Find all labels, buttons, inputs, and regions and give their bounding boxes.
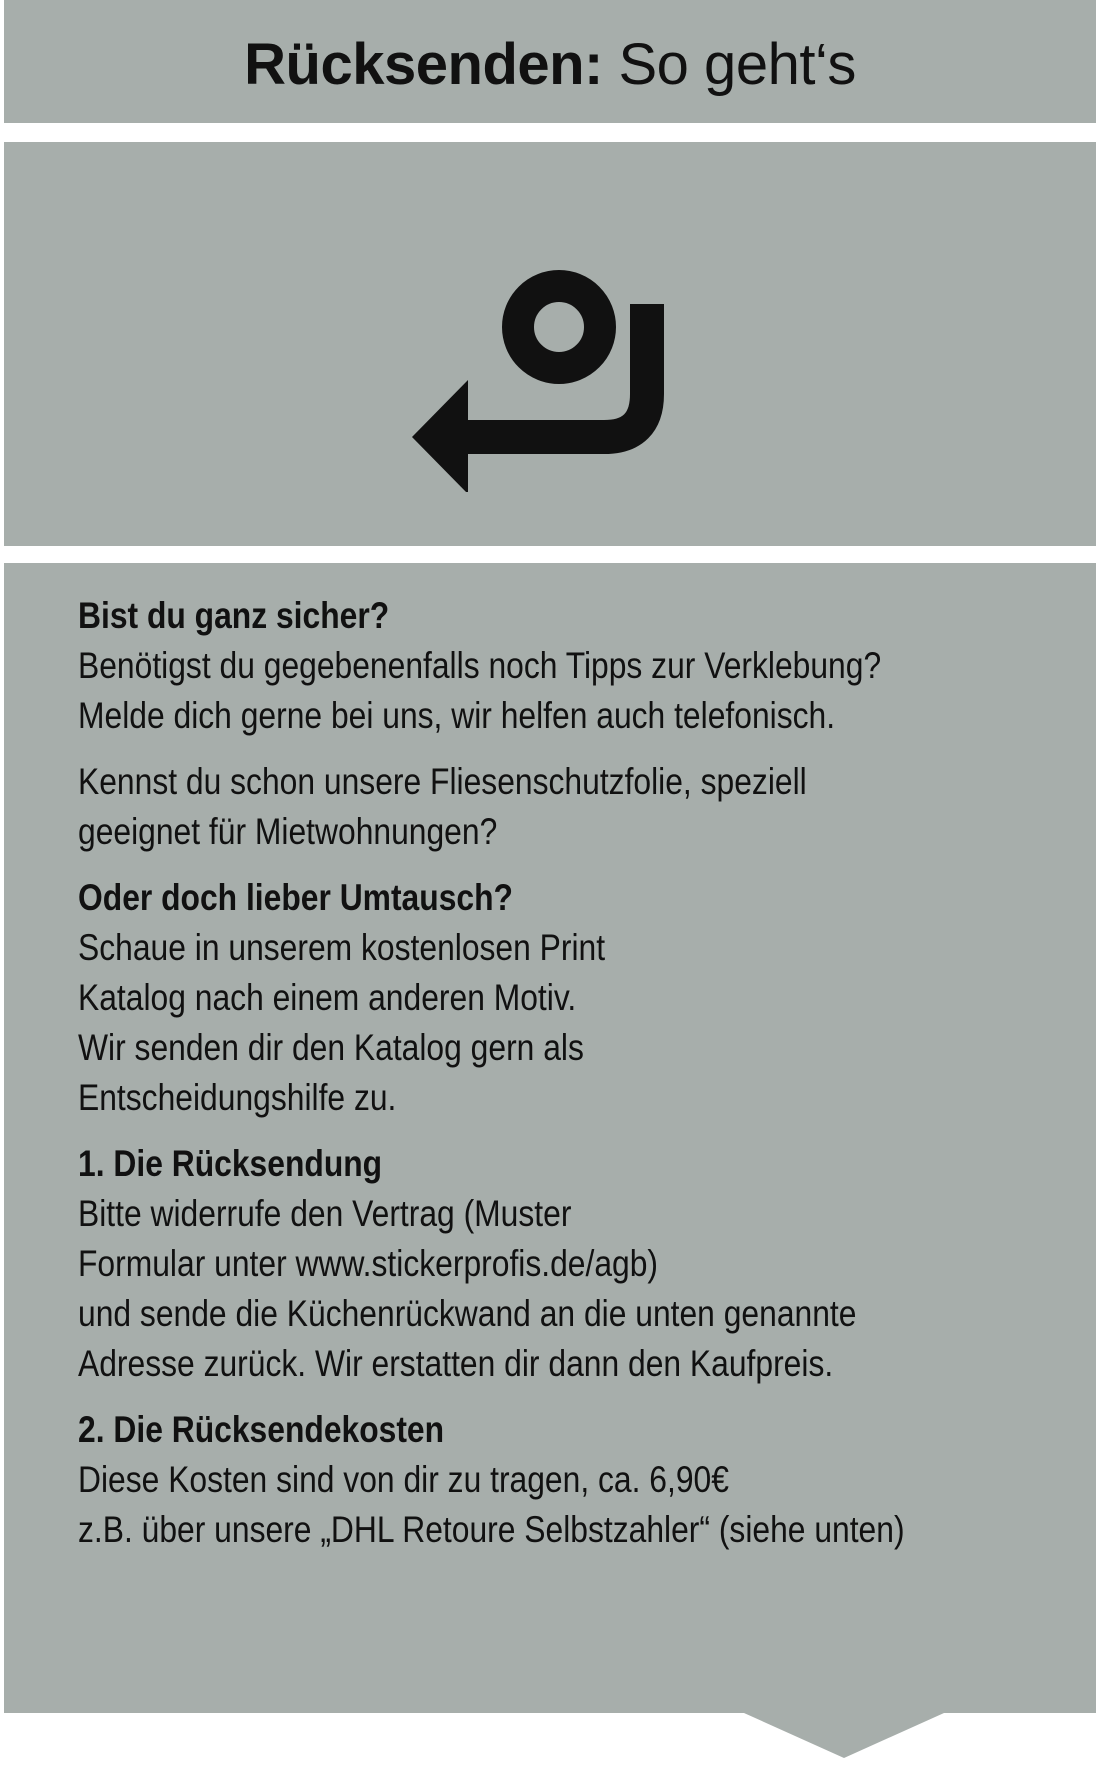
section-text: Wir senden dir den Katalog gern als	[78, 1027, 584, 1068]
section-text: Entscheidungshilfe zu.	[78, 1077, 397, 1118]
icon-panel	[4, 142, 1096, 546]
section-text: und sende die Küchenrückwand an die unten genannte	[78, 1293, 857, 1334]
section-heading: Oder doch lieber Umtausch?	[78, 877, 513, 918]
content-panel	[4, 563, 1096, 1713]
section-text: Bitte widerrufe den Vertrag (Muster	[78, 1193, 572, 1234]
section-text: Benötigst du gegebenenfalls noch Tipps zur Verklebung?	[78, 645, 882, 686]
section-text: Kennst du schon unsere Fliesenschutzfolie, speziell	[78, 761, 807, 802]
section-film	[78, 757, 1038, 857]
section-text: z.B. über unsere „DHL Retoure Selbstzahler“ (siehe unten)	[78, 1509, 905, 1550]
section-heading: 1. Die Rücksendung	[78, 1143, 383, 1184]
section-text: Diese Kosten sind von dir zu tragen, ca. 6,90€	[78, 1459, 729, 1500]
section-return	[78, 1139, 1038, 1389]
content-body	[78, 591, 1038, 1571]
chevron-down-icon	[0, 1710, 1100, 1778]
section-text: geeignet für Mietwohnungen?	[78, 811, 498, 852]
section-heading: Bist du ganz sicher?	[78, 595, 390, 636]
section-text: Katalog nach einem anderen Motiv.	[78, 977, 577, 1018]
section-text: Formular unter www.stickerprofis.de/agb)	[78, 1243, 659, 1284]
page-title-light: So geht‘s	[618, 32, 856, 97]
return-arrow-icon	[404, 222, 704, 492]
section-text: Schaue in unserem kostenlosen Print	[78, 927, 606, 968]
header-panel	[4, 0, 1096, 123]
section-sure	[78, 591, 1038, 741]
section-exchange	[78, 873, 1038, 1123]
section-text: Melde dich gerne bei uns, wir helfen auch telefonisch.	[78, 695, 836, 736]
section-text: Adresse zurück. Wir erstatten dir dann den Kaufpreis.	[78, 1343, 834, 1384]
page-title	[4, 30, 1096, 100]
section-heading: 2. Die Rücksendekosten	[78, 1409, 445, 1450]
page-title-bold: Rücksenden:	[244, 32, 603, 97]
section-costs	[78, 1405, 1038, 1555]
